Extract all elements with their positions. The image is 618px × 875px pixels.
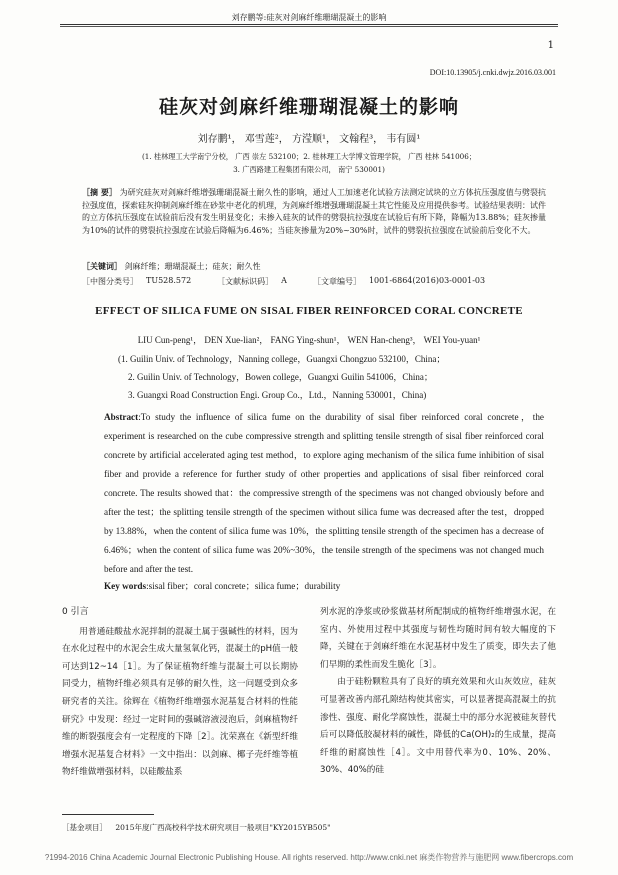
copyright-footer: ?1994-2016 China Academic Journal Electronic Publishing House. All rights reserved. http://www.cnki.net 麻类作物营养与施肥网 www.fibercrops.com [44,853,574,862]
body-paragraph: 由于硅粉颗粒具有了良好的填充效果和火山灰效应，硅灰可显著改善内部孔隙结构使其密实，可以显著提高混凝土的抗渗性、强度、耐化学腐蚀性，混凝土中的部分水泥被硅灰替代后可以降低胶凝材料的碱性，降低的Ca(OH)₂的生成量，提高纤维的耐腐蚀性［4］。文中用替代率为0、10%、20%、30%、40%的硅 [320,677,556,776]
keywords-en [104,578,340,592]
clc-value: TU528.572 [146,276,192,285]
affiliation-en-line: 2. Guilin Univ. of Technology，Bowen college，Guangxi Guilin 541006，China； [128,372,433,382]
doi: DOI:10.13905/j.cnki.dwjz.2016.03.001 [429,68,556,77]
keywords-cn-text: 剑麻纤维；珊瑚混凝土；硅灰；耐久性 [124,262,261,271]
body-paragraph: 用普通硅酸盐水泥拌制的混凝土属于强碱性的材料，因为在水化过程中的水泥会生成大量氢氧化钙，混凝土的pH值一般可达到12~14［1］。为了保证植物纤维与混凝土可以长期协同受力，植物纤维必须具有足够的耐久性，这一问题受到众多研究者的关注。徐辉在《植物纤维增强水泥基复合材料的性能研究》中发现：经过一定时间的强碱溶液浸泡后，剑麻植物纤维的断裂强度会有一定程度的下降［2］。沈荣熹在《新型纤维增强水泥基复合材料》一文中指出：以剑麻、椰子壳纤维等植物纤维做增强材料，以硅酸盐系 [62,626,298,778]
running-head: 刘存鹏等:硅灰对剑麻纤维珊瑚混凝土的影响 [231,13,387,22]
keywords-cn [82,261,261,272]
header-rule-thin [60,26,558,27]
body-column-right [320,604,556,780]
fund-text: 2015年度广西高校科学技术研究项目一般项目"KY2015YB505" [115,823,331,832]
article-no-value: 1001-6864(2016)03-0001-03 [368,276,486,285]
footnote-rule [62,814,154,815]
classification-row [82,276,546,287]
keywords-cn-label: ［关键词］ [82,261,122,271]
authors-en: LIU Cun-peng¹， DEN Xue-lian²， FANG Ying-shun¹， WEN Han-cheng³， WEI You-yuan¹ [137,335,481,345]
authors-cn: 刘存鹏¹， 邓雪莲²， 方滢顺¹， 文翰程³， 韦有圆¹ [197,134,421,145]
doc-code-value: A [281,276,287,285]
keywords-en-label: Key words [104,581,147,591]
body-column-left [62,604,298,782]
fund-label: ［基金项目］ [62,823,107,832]
title-en: EFFECT OF SILICA FUME ON SISAL FIBER REINFORCED CORAL CONCRETE [95,305,523,317]
affiliation-en-line: 3. Guangxi Road Construction Engi. Group Co.，Ltd.，Nanning 530001，China) [128,390,427,400]
fund-note [62,822,331,833]
abstract-cn-label: ［摘 要］ [82,187,118,197]
page-number: 1 [547,40,554,51]
body-paragraph: 列水泥的净浆或砂浆做基材所配制成的植物纤维增强水泥，在室内、外使用过程中其强度与韧性均随时间有较大幅度的下降，关键在于剑麻纤维在水泥基材中发生了质变，即失去了他们早期的柔性而发生脆化［3］。 [320,607,556,670]
title-cn: 硅灰对剑麻纤维珊瑚混凝土的影响 [158,96,459,118]
keywords-en-text: :sisal fiber；coral concrete；silica fume；durability [146,581,341,591]
abstract-en-label: Abstract [104,412,139,422]
affiliation-en-line: (1. Guilin Univ. of Technology，Nanning college，Guangxi Chongzuo 532100，China； [118,354,446,364]
doc-code-label: ［文献标识码］ [217,277,274,286]
section-title: 0 引言 [62,607,89,617]
clc-label: ［中图分类号］ [82,277,138,286]
affiliation-cn-line: (1. 桂林理工大学南宁分校， 广西 崇左 532100；2. 桂林理工大学博文管理学院， 广西 桂林 541006； [141,152,477,161]
abstract-en [104,408,544,579]
abstract-cn [82,186,546,237]
affiliation-cn-line: 3. 广西路建工程集团有限公司， 南宁 530001) [233,165,385,174]
abstract-en-text: :To study the influence of silica fume on the durability of sisal fiber reinforced coral concrete，the experiment is researched on the cube compressive strength and splitting tensile strength of sisal fiber reinforced coral concrete by artificial accelerated aging test method，to explore aging mechanism of the silica fume inhibition of sisal fiber and provide a reference for further study of other properties and applications of sisal fiber reinforced coral concrete. The results showed that：the compressive strength of the specimens was not changed obviously before and after the test；the splitting tensile strength of the specimen without silica fume was decreased after the test，dropped by 13.88%，when the content of silica fume was 10%，the splitting tensile strength of the specimen has a decrease of 6.46%；when the content of silica fume was 20%~30%，the tensile strength of the specimens was not changed much before and after the test. [104,412,544,574]
abstract-cn-text: 为研究硅灰对剑麻纤维增强珊瑚混凝土耐久性的影响，通过人工加速老化试验方法测定试块的立方体抗压强度值与劈裂抗拉强度值，探索硅灰抑制剑麻纤维在砂浆中老化的机理，为剑麻纤维增强珊瑚混凝土其它性能及应用提供参考。试验结果表明：试件的立方体抗压强度在试验前后没有发生明显变化；未掺入硅灰的试件的劈裂抗拉强度在试验后有所下降，降幅为13.88%；硅灰掺量为10%的试件的劈裂抗拉强度在试验后降幅为6.46%；当硅灰掺量为20%~30%时，试件的劈裂抗拉强度在试验前后变化不大。 [82,188,546,235]
article-no-label: ［文章编号］ [312,277,361,286]
header-rule [60,24,558,25]
